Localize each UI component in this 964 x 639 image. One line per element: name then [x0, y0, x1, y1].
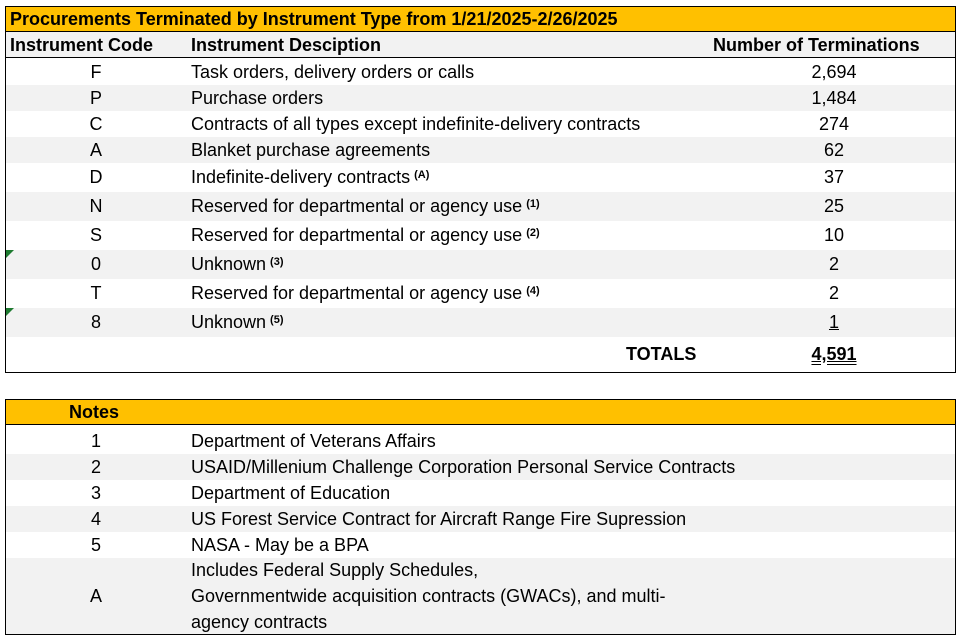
instrument-description: Reserved for departmental or agency use $^{(2)}$	[191, 225, 540, 245]
instrument-code: A	[89, 139, 102, 160]
instrument-description: Indefinite-delivery contracts $^{(A)}$	[191, 167, 430, 187]
termination-count: 274	[818, 113, 850, 134]
instrument-description: Reserved for departmental or agency use $^{(1)}$	[191, 196, 540, 216]
note-code: 3	[90, 482, 101, 503]
footnote-marker: (A)	[414, 168, 430, 181]
totals-label: TOTALS	[626, 344, 697, 364]
table-row	[6, 163, 955, 192]
note-text: NASA - May be a BPA	[191, 535, 369, 555]
notes-table	[5, 399, 956, 635]
termination-count: 2,694	[811, 61, 857, 82]
instrument-description: Purchase orders	[191, 87, 324, 108]
note-row	[6, 428, 955, 454]
note-row	[6, 506, 955, 532]
termination-count: 37	[823, 167, 845, 187]
footnote-marker: (1)	[526, 197, 540, 210]
instrument-description: Blanket purchase agreements	[191, 139, 431, 160]
termination-count: 62	[823, 139, 845, 160]
footnote-marker: (4)	[526, 284, 540, 297]
instrument-code: C	[89, 113, 103, 134]
table-row	[6, 279, 955, 308]
termination-count: 1	[828, 312, 839, 332]
note-text: Includes Federal Supply Schedules, Governmentwide acquisition contracts (GWACs), and multi- agency contracts	[191, 560, 666, 632]
note-text: Department of Veterans Affairs	[191, 431, 436, 451]
note-row	[6, 480, 955, 506]
instrument-description: Unknown $^{(5)}$	[191, 312, 284, 332]
instrument-code: 0	[90, 254, 101, 274]
instrument-code: D	[89, 167, 103, 187]
instrument-description: Contracts of all types except indefinite-delivery contracts	[191, 113, 641, 134]
termination-count: 2	[828, 283, 839, 303]
footnote-marker: (5)	[270, 313, 284, 326]
footnote-marker: (3)	[270, 255, 284, 268]
header-instrument-code: Instrument Code	[10, 34, 154, 55]
note-row	[6, 454, 955, 480]
note-text: US Forest Service Contract for Aircraft Range Fire Supression	[191, 509, 687, 529]
instrument-description: Unknown $^{(3)}$	[191, 254, 284, 274]
instrument-code: N	[89, 196, 103, 216]
footnote-marker: (2)	[526, 226, 540, 239]
instrument-description: Reserved for departmental or agency use $^{(4)}$	[191, 283, 540, 303]
termination-count: 10	[823, 225, 845, 245]
note-code: 1	[90, 430, 101, 451]
terminations-table	[5, 6, 956, 373]
instrument-code: P	[89, 87, 102, 108]
header-instrument-description: Instrument Desciption	[191, 34, 382, 55]
note-code: 5	[90, 534, 101, 555]
note-code: 2	[90, 456, 101, 477]
table-row	[6, 111, 955, 137]
table-row	[6, 308, 955, 337]
totals-row	[6, 337, 955, 372]
instrument-code: 8	[90, 312, 101, 332]
instrument-description: Task orders, delivery orders or calls	[191, 61, 475, 82]
note-row	[6, 558, 955, 634]
table-row	[6, 137, 955, 163]
table-title: Procurements Terminated by Instrument Type from 1/21/2025-2/26/2025	[6, 7, 955, 32]
totals-value: 4,591	[811, 344, 857, 364]
table-row	[6, 221, 955, 250]
note-row	[6, 532, 955, 558]
termination-count: 2	[828, 254, 839, 274]
table-row	[6, 250, 955, 279]
note-text: USAID/Millenium Challenge Corporation Personal Service Contracts	[191, 457, 736, 477]
termination-count: 25	[823, 196, 845, 216]
note-code: 4	[90, 508, 101, 529]
instrument-code: F	[90, 61, 102, 82]
notes-title: Notes	[6, 400, 955, 425]
termination-count: 1,484	[811, 87, 857, 108]
table-row	[6, 85, 955, 111]
table-row	[6, 192, 955, 221]
table-row	[6, 59, 955, 85]
instrument-code: T	[90, 283, 102, 303]
note-text: Department of Education	[191, 483, 391, 503]
instrument-code: S	[89, 225, 102, 245]
header-number-of-terminations: Number of Terminations	[713, 34, 920, 55]
column-header-row	[6, 32, 955, 58]
note-code: A	[89, 585, 102, 606]
